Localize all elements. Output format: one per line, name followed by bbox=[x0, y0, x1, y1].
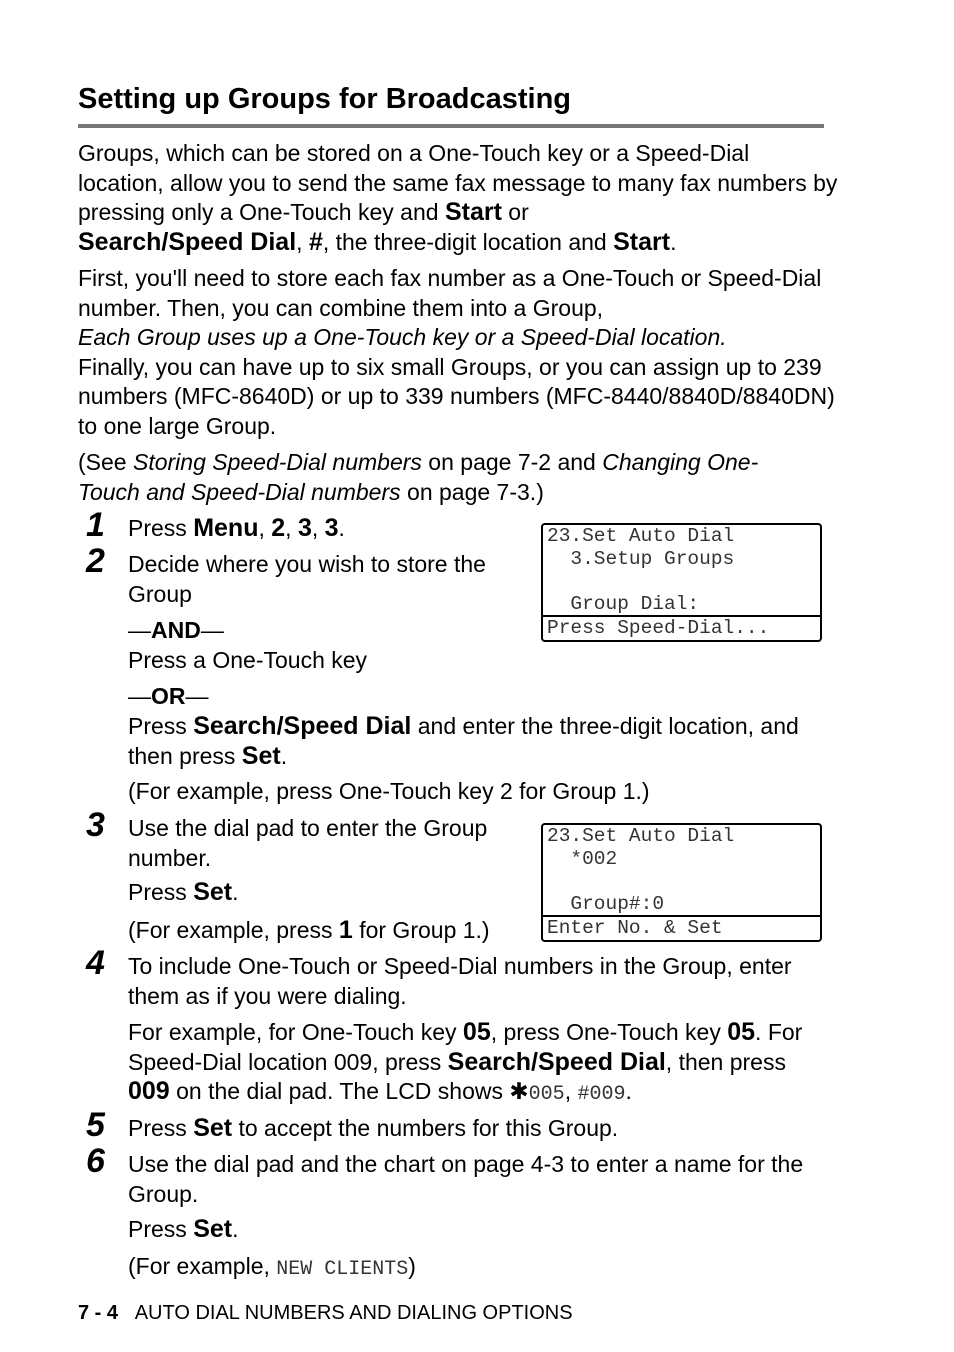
step-6-press: Press Set. bbox=[128, 1215, 239, 1243]
step-number-6: 6 bbox=[86, 1142, 105, 1180]
lcd-line: Group#:0 bbox=[547, 892, 665, 915]
or-separator: —OR— bbox=[128, 683, 209, 709]
intro-paragraph-1: Groups, which can be stored on a One-Touch key or a Speed-Dial location, allow you to send the same fax message to many fax numbers by pressing only a One-Touch key and Start or Search/Speed Dial, #, the three-digit location and Start. bbox=[78, 140, 838, 256]
lcd-line bbox=[543, 570, 820, 593]
lcd-line: *002 bbox=[547, 847, 618, 870]
step-3-example: (For example, press 1 for Group 1.) bbox=[128, 916, 490, 944]
step-1-text: Press Menu, 2, 3, 3. bbox=[128, 514, 345, 542]
step-number-1: 1 bbox=[86, 506, 105, 544]
step-2-search: Press Search/Speed Dial and enter the three-digit location, and then press Set. bbox=[128, 712, 799, 770]
step-2-onetouch: Press a One-Touch key bbox=[128, 647, 368, 673]
section-name: AUTO DIAL NUMBERS AND DIALING OPTIONS bbox=[134, 1302, 573, 1324]
step-4-example: For example, for One-Touch key 05, press One-Touch key 05. For Speed-Dial location 009, press Search/Speed Dial, then press 009 on the dial pad. The LCD shows ✱005, #009. bbox=[128, 1018, 803, 1106]
step-2-text: Decide where you wish to store the Group bbox=[128, 551, 486, 607]
title-rule bbox=[78, 124, 824, 128]
lcd-line: 3.Setup Groups bbox=[547, 547, 735, 570]
intro-paragraph-2: First, you'll need to store each fax number as a One-Touch or Speed-Dial number. Then, you can combine them into a Group, Each Group uses up a One-Touch key or a Speed-Dial location. Finally, you can have up to six small Groups, or you can assign up to 239 numbers (MFC-8640D) or up to 339 numbers (MFC-8440/8840D/8840DN) to one large Group. bbox=[78, 265, 835, 439]
page-footer bbox=[78, 1300, 573, 1326]
page-title: Setting up Groups for Broadcasting bbox=[78, 83, 572, 115]
step-3-text: Use the dial pad to enter the Group number. bbox=[128, 815, 488, 871]
step-3-press: Press Set. bbox=[128, 878, 239, 906]
lcd-line bbox=[543, 870, 820, 893]
step-number-5: 5 bbox=[86, 1106, 105, 1144]
lcd-line: Press Speed-Dial... bbox=[543, 615, 820, 640]
step-number-2: 2 bbox=[86, 542, 105, 580]
step-6-example: (For example, NEW CLIENTS) bbox=[128, 1253, 416, 1281]
step-2-example: (For example, press One-Touch key 2 for Group 1.) bbox=[128, 778, 650, 804]
star-icon: ✱ bbox=[509, 1078, 529, 1104]
step-5-text: Press Set to accept the numbers for this Group. bbox=[128, 1114, 619, 1142]
lcd-line: Group Dial: bbox=[547, 592, 700, 615]
page-number: 7 - 4 bbox=[78, 1302, 119, 1324]
lcd-display-group-number bbox=[541, 823, 822, 942]
step-6-text: Use the dial pad and the chart on page 4-3 to enter a name for the Group. bbox=[128, 1151, 804, 1207]
lcd-line: Enter No. & Set bbox=[543, 915, 820, 940]
intro-paragraph-3: (See Storing Speed-Dial numbers on page 7-2 and Changing One-Touch and Speed-Dial numbers on page 7-3.) bbox=[78, 449, 759, 505]
step-4-text: To include One-Touch or Speed-Dial numbers in the Group, enter them as if you were dialing. bbox=[128, 953, 792, 1009]
lcd-line: 23.Set Auto Dial bbox=[547, 525, 735, 547]
and-separator: —AND— bbox=[128, 617, 224, 643]
lcd-line: 23.Set Auto Dial bbox=[547, 825, 735, 847]
step-number-4: 4 bbox=[86, 944, 105, 982]
step-number-3: 3 bbox=[86, 806, 105, 844]
